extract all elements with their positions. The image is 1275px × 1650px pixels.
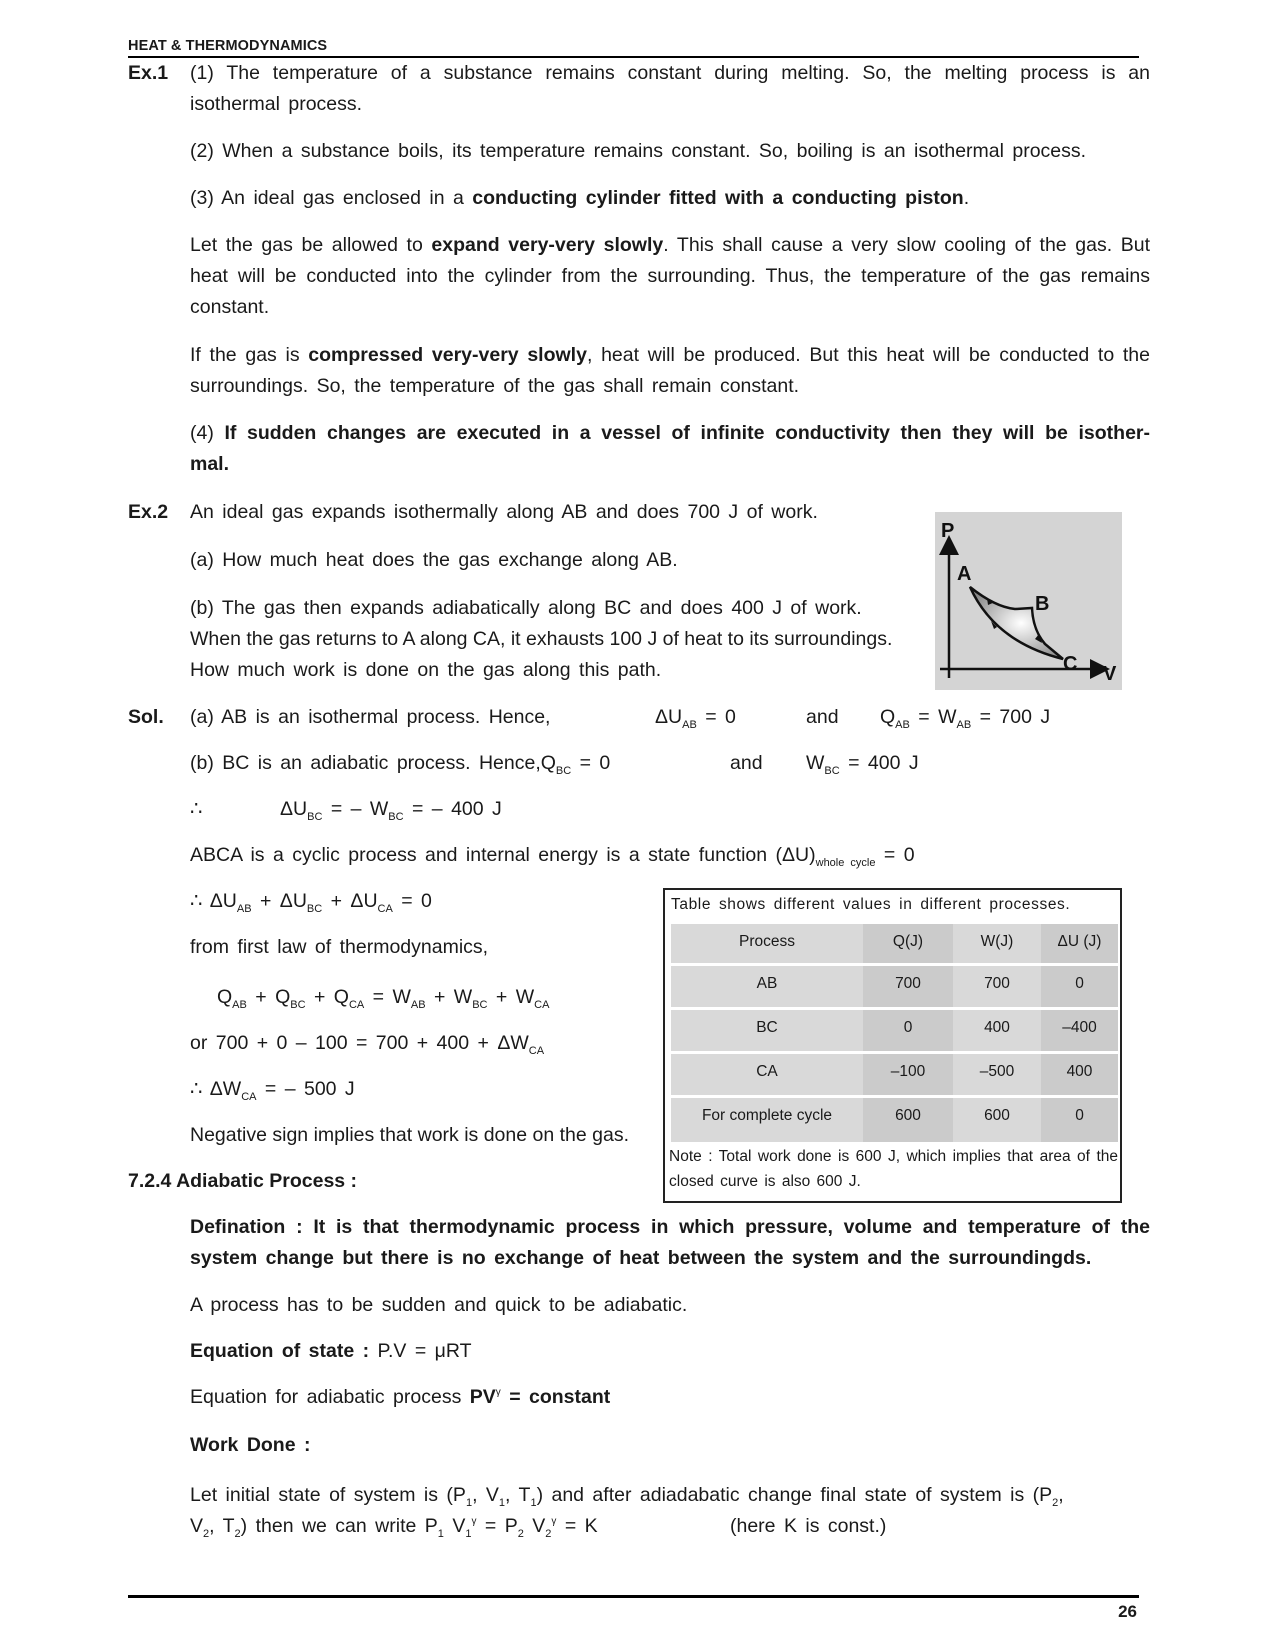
column-header: ΔU (J) xyxy=(1041,924,1118,965)
adiabatic-equation: Equation for adiabatic process $PV^\gamma$ = constant xyxy=(190,1386,611,1408)
pv-diagram xyxy=(935,512,1122,690)
sol-and-2: and xyxy=(730,752,763,774)
table-cell: 600 xyxy=(953,1097,1041,1143)
table-cell: 700 xyxy=(863,965,953,1009)
ex1-point-2: (2) When a substance boils, its temperature remains constant. So, boiling is an isothermal process. xyxy=(190,140,1087,162)
footer-rule xyxy=(128,1595,1139,1598)
point-b-label: B xyxy=(1035,593,1050,615)
table-cell: For complete cycle xyxy=(671,1097,863,1143)
ex2-part-b-line1: (b) The gas then expands adiabatically along BC and does 400 J of work. xyxy=(190,597,862,619)
ex1-expand-paragraph: Let the gas be allowed to expand very-very slowly. This shall cause a very slow cooling of the gas. But heat will be conducted into the cylinder from the surrounding. Thus, the temperature of the gas remains constant. xyxy=(190,234,1150,318)
ex1-point-3: (3) An ideal gas enclosed in a conducting cylinder fitted with a conducting piston. xyxy=(190,187,970,209)
table-row xyxy=(671,965,1118,1009)
sol-part-b-text: (b) BC is an adiabatic process. $Hence,Q_{BC} = 0$ xyxy=(190,752,611,777)
table-cell: 0 xyxy=(1041,965,1118,1009)
ex1-label: Ex.1 xyxy=(128,62,169,84)
table-row xyxy=(671,1053,1118,1097)
sol-substitution: or $700 + 0 - 100 = 700 + 400 + \Delta W_{CA}$ xyxy=(190,1032,545,1057)
sol-du-bc: $\Delta U_{BC}$ = – $W_{BC}$ = – 400 J xyxy=(280,798,502,823)
work-done-note: (here K is const.) xyxy=(730,1515,887,1537)
ex1-point-1: (1) The temperature of a substance remains constant during melting. So, the melting process is an isothermal process. xyxy=(190,62,1150,115)
table-note: Note : Total work done is 600 J, which implies that area of the closed curve is also 600 J. xyxy=(669,1148,1118,1190)
table-cell: 400 xyxy=(953,1009,1041,1053)
column-header: Process xyxy=(671,924,863,965)
table-cell: AB xyxy=(671,965,863,1009)
ex1-compress-paragraph: If the gas is compressed very-very slowly, heat will be produced. But this heat will be conducted to the surroundings. So, the temperature of the gas shall remain constant. xyxy=(190,344,1150,397)
ex1-point-4: (4) If sudden changes are executed in a vessel of infinite conductivity then they will be isother-mal. xyxy=(190,422,1150,475)
ex2-question: An ideal gas expands isothermally along AB and does 700 J of work. xyxy=(190,501,818,523)
point-a-label: A xyxy=(957,563,972,585)
column-header: W(J) xyxy=(953,924,1041,965)
work-done-heading: Work Done : xyxy=(190,1434,311,1456)
sol-first-law-equation: $Q_{AB} + Q_{BC} + Q_{CA} = W_{AB} + W_{BC} + W_{CA}$ xyxy=(217,986,550,1011)
sol-sum-du: ∴ $\Delta U_{AB} + \Delta U_{BC} + \Delta U_{CA} = 0$ xyxy=(190,890,432,915)
section-heading-adiabatic: 7.2.4 Adiabatic Process : xyxy=(128,1170,358,1192)
table-cell: 700 xyxy=(953,965,1041,1009)
v-axis-label: V xyxy=(1103,663,1117,685)
ex2-label: Ex.2 xyxy=(128,501,169,523)
table-cell: 400 xyxy=(1041,1053,1118,1097)
table-row xyxy=(671,1097,1118,1143)
ex2-part-a: (a) How much heat does the gas exchange along AB. xyxy=(190,549,678,571)
table-cell: 0 xyxy=(863,1009,953,1053)
process-table-box xyxy=(663,888,1122,1203)
table-header-row xyxy=(671,924,1118,965)
table-cell: 0 xyxy=(1041,1097,1118,1143)
work-done-line-2: $V_2$, $T_2$) then we can write $P_1$ $V_1^\gamma = P_2$ $V_2^\gamma = K$ xyxy=(190,1515,598,1540)
table-cell: BC xyxy=(671,1009,863,1053)
ex2-part-b-line3: How much work is done on the gas along this path. xyxy=(190,659,662,681)
table-row xyxy=(671,1009,1118,1053)
sol-and-1: and xyxy=(806,706,839,728)
table-cell: –400 xyxy=(1041,1009,1118,1053)
table-cell: –500 xyxy=(953,1053,1041,1097)
column-header: Q(J) xyxy=(863,924,953,965)
point-c-label: C xyxy=(1063,653,1078,675)
sol-part-a-qw: $Q_{AB} = W_{AB} = 700$ J xyxy=(880,706,1051,731)
sol-negative-sign: Negative sign implies that work is done on the gas. xyxy=(190,1124,629,1146)
sol-first-law: from first law of thermodynamics, xyxy=(190,936,489,958)
adiabatic-definition: Defination : It is that thermodynamic process in which pressure, volume and temperature of the system change but there is no exchange of heat between the system and the surroundingds. xyxy=(190,1216,1150,1269)
process-table xyxy=(671,924,1118,1142)
therefore-symbol-1: ∴ xyxy=(190,798,203,820)
sol-part-a-du: $\Delta U_{AB} = 0$ xyxy=(655,706,736,731)
page-number: 26 xyxy=(1118,1602,1137,1621)
sol-part-a-text: (a) AB is an isothermal process. Hence, xyxy=(190,706,551,728)
running-header: HEAT & THERMODYNAMICS xyxy=(128,38,1139,58)
sol-label: Sol. xyxy=(128,706,164,728)
ex2-part-b-line2: When the gas returns to A along CA, it exhausts 100 J of heat to its surroundings. xyxy=(190,628,893,650)
table-cell: –100 xyxy=(863,1053,953,1097)
sol-part-b-w: $W_{BC} = 400$ J xyxy=(806,752,919,777)
adiabatic-sudden: A process has to be sudden and quick to be adiabatic. xyxy=(190,1294,688,1316)
table-cell: CA xyxy=(671,1053,863,1097)
table-title: Table shows different values in different processes. xyxy=(671,896,1071,913)
sol-abca-cyclic: ABCA is a cyclic process and internal energy is a state function $(\Delta U)_{whole cycle} = 0$ xyxy=(190,844,915,869)
p-axis-label: P xyxy=(941,520,955,542)
table-cell: 600 xyxy=(863,1097,953,1143)
sol-dw-ca: ∴ $\Delta W_{CA}$ = – 500 J xyxy=(190,1078,355,1103)
work-done-line-1: Let initial state of system is ($P_1$, $V_1$, $T_1$) and after adiadabatic change final state of system is ($P_2$, xyxy=(190,1484,1064,1509)
equation-of-state: Equation of state : P.V = μRT xyxy=(190,1340,472,1362)
